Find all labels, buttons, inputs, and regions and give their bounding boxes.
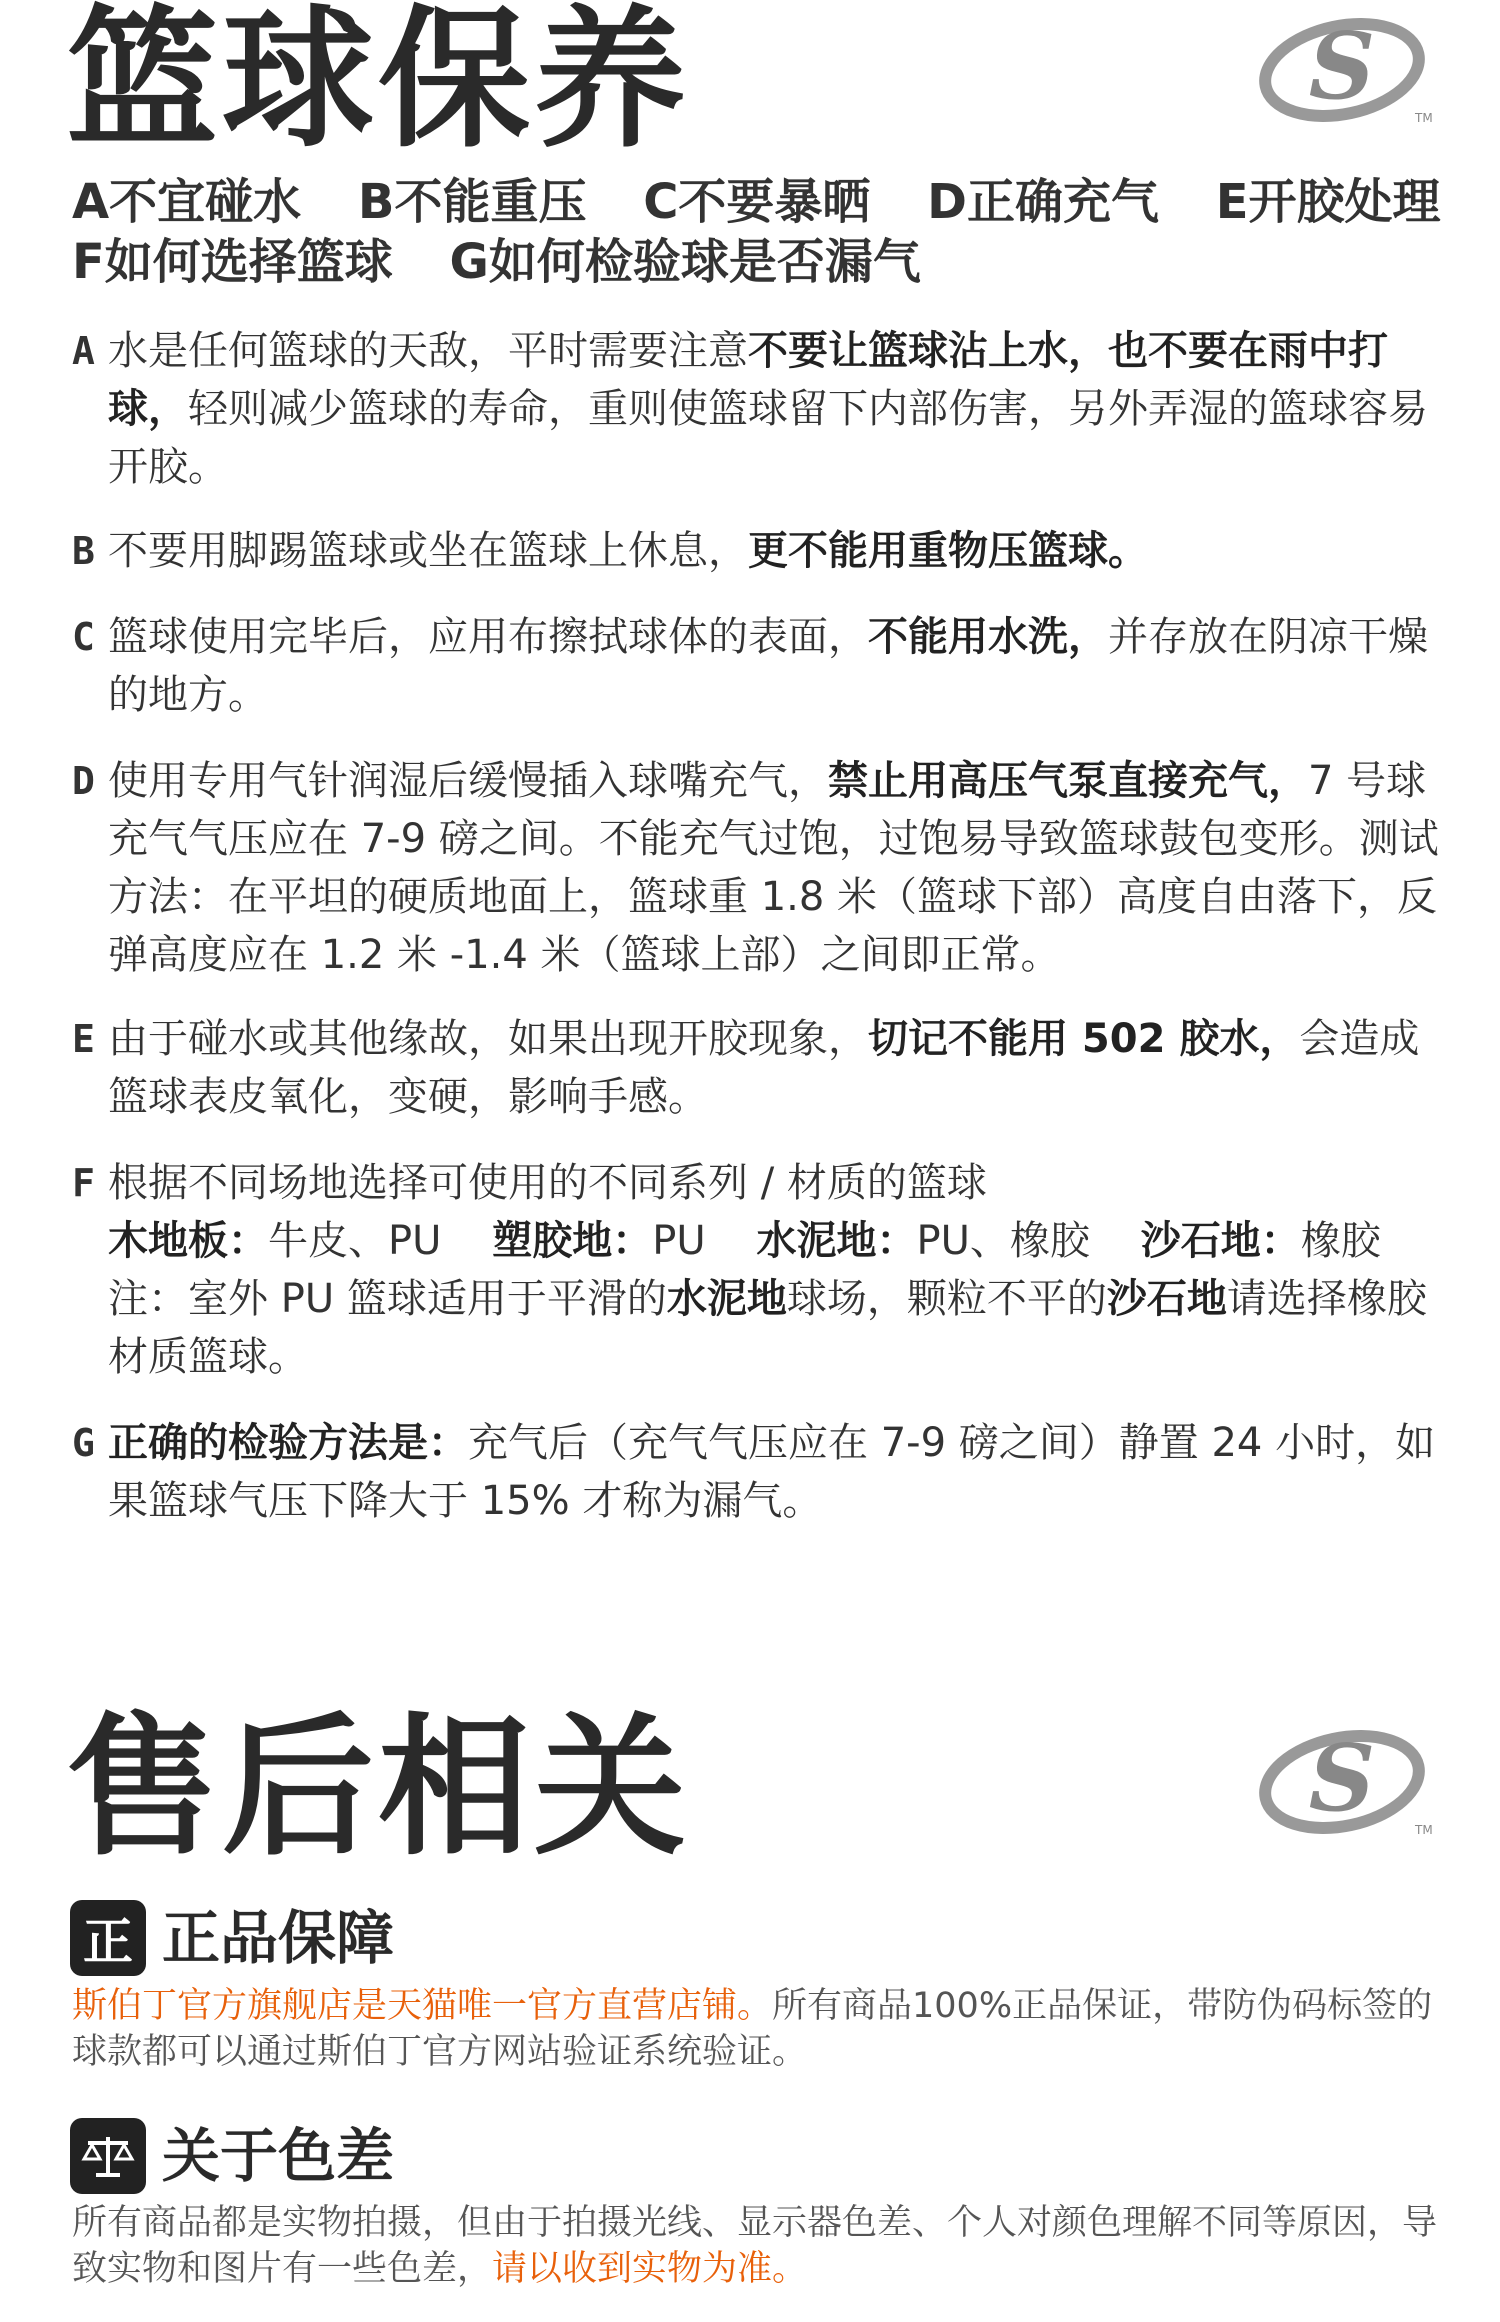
- surface-note: 注：室外 PU 篮球适用于平滑的水泥地球场，颗粒不平的沙石地请选择橡胶材质篮球。: [108, 1276, 1427, 1380]
- svg-text:TM: TM: [1415, 111, 1433, 125]
- genuine-badge: 正: [70, 1900, 146, 1976]
- svg-text:TM: TM: [1415, 1823, 1433, 1837]
- surface-list: 木地板：牛皮、PU 塑胶地：PU 水泥地：PU、橡胶 沙石地：橡胶: [108, 1218, 1381, 1264]
- menu-line-1: [72, 172, 1481, 232]
- scale-icon: [82, 2133, 134, 2179]
- item-g: G 正确的检验方法是：充气后（充气气压应在 7-9 磅之间）静置 24 小时，如果篮球气压下降大于 15% 才称为漏气。: [72, 1414, 1452, 1530]
- item-letter: A: [72, 329, 95, 373]
- genuine-text: 斯伯丁官方旗舰店是天猫唯一官方直营店铺。所有商品100%正品保证，带防伪码标签的球款都可以通过斯伯丁官方网站验证系统验证。: [72, 1986, 1433, 2072]
- color-highlight: 请以收到实物为准。: [492, 2249, 808, 2289]
- item-letter: B: [72, 529, 95, 573]
- menu-d: D正确充气: [927, 174, 1159, 230]
- item-b: B 不要用脚踢篮球或坐在篮球上休息，更不能用重物压篮球。: [72, 522, 1452, 580]
- item-letter: G: [72, 1421, 95, 1465]
- menu-b: B不能重压: [357, 174, 587, 230]
- menu-a: A不宜碰水: [72, 174, 302, 230]
- after-sales-title: 售后相关: [66, 1699, 690, 1876]
- item-letter: F: [72, 1161, 95, 1205]
- item-f: F 根据不同场地选择可使用的不同系列 / 材质的篮球 木地板：牛皮、PU 塑胶地：PU 水泥地：PU、橡胶 沙石地：橡胶 注：室外 PU 篮球适用于平滑的水泥地球场，颗粒不平的沙石地请选择橡胶材质篮球。: [72, 1154, 1452, 1386]
- menu-g: G如何检验球是否漏气: [449, 234, 921, 290]
- svg-text:S: S: [1308, 12, 1376, 120]
- item-a: A 水是任何篮球的天敌，平时需要注意不要让篮球沾上水，也不要在雨中打球，轻则减少篮球的寿命，重则使篮球留下内部伤害，另外弄湿的篮球容易开胶。: [72, 322, 1452, 496]
- item-d: D 使用专用气针润湿后缓慢插入球嘴充气，禁止用高压气泵直接充气，7 号球充气气压应在 7-9 磅之间。不能充气过饱，过饱易导致篮球鼓包变形。测试方法：在平坦的硬质地面上，篮球重 1.8 米（篮球下部）高度自由落下，反弹高度应在 1.2 米 -1.4 米（篮球上部）之间即正常。: [72, 752, 1452, 984]
- svg-text:S: S: [1308, 1724, 1376, 1832]
- item-c: C 篮球使用完毕后，应用布擦拭球体的表面，不能用水洗，并存放在阴凉干燥的地方。: [72, 608, 1452, 724]
- menu-line-2: [72, 232, 961, 292]
- spalding-logo-icon: [1260, 1722, 1433, 1842]
- menu-f: F如何选择篮球: [72, 234, 393, 290]
- item-letter: E: [72, 1017, 95, 1061]
- color-badge: [70, 2118, 146, 2194]
- genuine-title: 正品保障: [162, 1904, 395, 1972]
- color-text: 所有商品都是实物拍摄，但由于拍摄光线、显示器色差、个人对颜色理解不同等原因，导致实物和图片有一些色差，请以收到实物为准。: [72, 2203, 1438, 2289]
- maintenance-title: 篮球保养: [66, 0, 690, 168]
- menu-c: C不要暴晒: [643, 174, 871, 230]
- genuine-highlight: 斯伯丁官方旗舰店是天猫唯一官方直营店铺。: [72, 1986, 773, 2026]
- item-letter: C: [72, 615, 95, 659]
- color-title: 关于色差: [162, 2122, 395, 2190]
- menu-e: E开胶处理: [1215, 174, 1441, 230]
- spalding-logo-icon: [1260, 10, 1433, 130]
- item-letter: D: [72, 759, 95, 803]
- item-e: E 由于碰水或其他缘故，如果出现开胶现象，切记不能用 502 胶水，会造成篮球表皮氧化，变硬，影响手感。: [72, 1010, 1452, 1126]
